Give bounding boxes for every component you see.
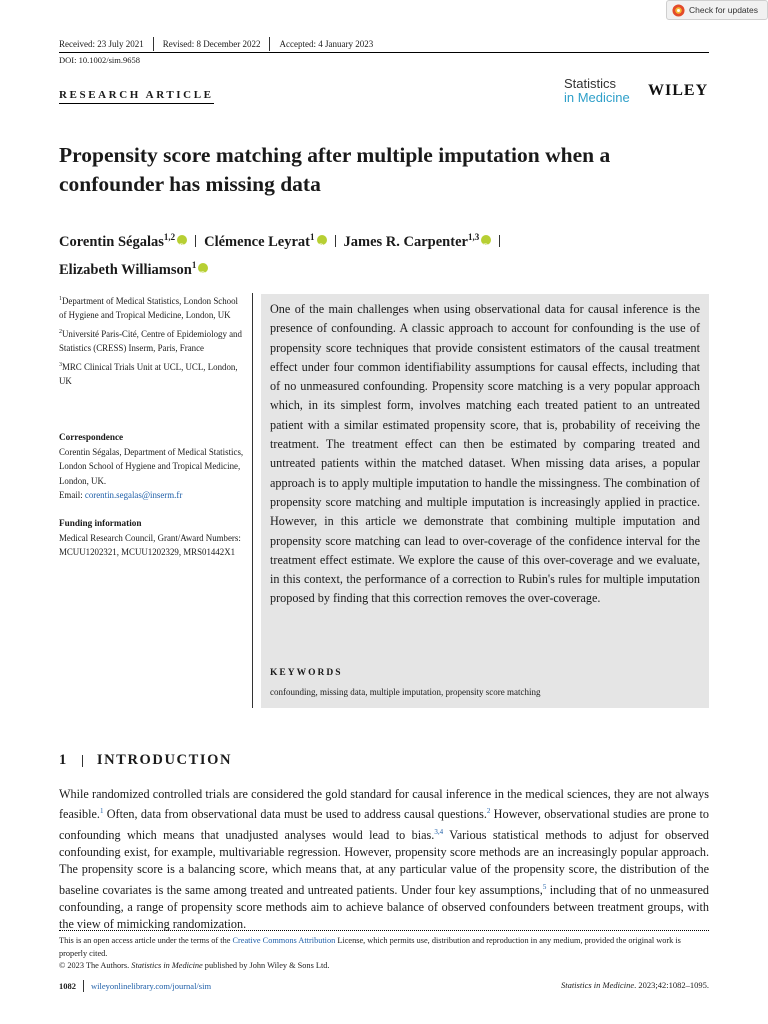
journal-logo-line2: in Medicine <box>564 90 630 105</box>
divider <box>153 37 154 51</box>
correspondence-text: Corentin Ségalas, Department of Medical Statistics, London School of Hygiene and Tropical Medicine, London, UK. <box>59 446 244 486</box>
correspondence-heading: Correspondence <box>59 432 124 442</box>
funding-text: Medical Research Council, Grant/Award Numbers: MCUU1202321, MCUU1202329, MRS01442X1 <box>59 532 241 557</box>
funding <box>59 516 244 560</box>
affiliations <box>59 292 244 389</box>
sidebar-divider <box>252 293 253 708</box>
orcid-icon[interactable] <box>317 235 327 245</box>
divider <box>83 980 84 992</box>
author-list <box>59 226 709 282</box>
citation-info: Statistics in Medicine. 2023;42:1082–1095. <box>560 980 709 990</box>
article-title: Propensity score matching after multiple imputation when a confounder has missing data <box>59 143 611 196</box>
publisher-logo: WILEY <box>648 82 709 99</box>
email-link[interactable]: corentin.segalas@inserm.fr <box>84 490 183 500</box>
citation-link[interactable]: 1 <box>99 807 104 816</box>
divider <box>499 235 500 247</box>
license-link[interactable]: Creative Commons Attribution <box>232 936 336 945</box>
revised-date: Revised: 8 December 2022 <box>162 39 261 49</box>
journal-url-link[interactable]: wileyonlinelibrary.com/journal/sim <box>91 981 212 991</box>
funding-heading: Funding information <box>59 518 142 528</box>
page-footer <box>59 980 211 992</box>
author[interactable]: Elizabeth Williamson$^1$ <box>59 259 197 278</box>
check-for-updates-button[interactable] <box>666 0 768 20</box>
intro-paragraph: While randomized controlled trials are considered the gold standard for causal inference in the medical sciences, they are not always feasible.$^1$ Often, data from observational data must be used to address causal questions.$^2$ However, observational studies are prone to confounding which means that unadjusted analyses would lead to bias.$^{3,4}$ Various statistical methods to adjust for observed confounding exist, for example, multivariable regression. However, propensity score methods are an increasingly popular approach. The propensity score is a balancing score, which means that, at any particular value of the propensity score, the distribution of the baseline covariates is the same among treated and untreated patients. Under four key assumptions,$^5$ including that of no unmeasured confounding, a range of propensity score methods aim to achieve balance of observed confounders between treatment groups, with the view of mimicking randomization. <box>59 787 709 932</box>
article-type: RESEARCH ARTICLE <box>59 89 214 104</box>
article-history <box>59 37 373 51</box>
header-rule <box>59 52 709 53</box>
journal-logo-line1: Statistics <box>564 76 617 91</box>
divider <box>195 235 196 247</box>
received-date: Received: 23 July 2021 <box>59 39 144 49</box>
affiliation: $^1$Department of Medical Statistics, London School of Hygiene and Tropical Medicine, London, UK <box>59 295 238 321</box>
abstract-text: One of the main challenges when using observational data for causal inference is the presence of confounding. A classic approach to account for confounding is the use of propensity score techniques that provide consistent estimators of the causal treatment effect under four common identifiability assumptions for causal effects, including that of no unmeasured confounding. Propensity score matching is a very popular approach which, in its simplest form, involves matching each treated patient to an untreated patient with a similar estimated propensity score, that is, probability of receiving the treatment. The treatment effect can then be estimated by comparing treated and untreated patients within the matched dataset. When missing data arises, a popular approach is to apply multiple imputation to handle the missingness. The combination of propensity score matching and multiple imputation is increasingly applied in practice. However, in this article we demonstrate that combining multiple imputation and propensity score matching can lead to over-coverage of the confidence interval for the treatment effect estimate. We explore the cause of this over-coverage and we evaluate, in this context, the performance of a correction to Rubin's rules for multiple imputation proposed by finding that this correction removes the over-coverage. <box>270 302 700 606</box>
orcid-icon[interactable] <box>481 235 491 245</box>
divider <box>82 755 83 767</box>
affiliation: $^3$MRC Clinical Trials Unit at UCL, UCL, London, UK <box>59 361 238 387</box>
affiliation: $^2$Université Paris-Cité, Centre of Epidemiology and Statistics (CRESS) Inserm, Paris, France <box>59 328 242 354</box>
author[interactable]: Corentin Ségalas$^{1,2}$ <box>59 232 176 250</box>
page-number: 1082 <box>59 981 76 991</box>
orcid-icon[interactable] <box>198 263 208 273</box>
author[interactable]: James R. Carpenter$^{1,3}$ <box>343 232 480 250</box>
orcid-icon[interactable] <box>177 235 187 245</box>
check-updates-label: Check for updates <box>689 5 758 15</box>
journal-logo <box>564 77 630 105</box>
divider <box>335 235 336 247</box>
license-note: This is an open access article under the terms of the Creative Commons Attribution License, which permits use, distribution and reproduction in any medium, provided the original work is properly cited. © 2023 The Authors. Statistics in Medicine published by John Wiley & Sons Ltd. <box>59 936 681 970</box>
citation-link[interactable]: 3,4 <box>434 827 444 836</box>
check-updates-icon <box>672 4 685 17</box>
section-title: INTRODUCTION <box>96 752 233 768</box>
section-heading <box>59 752 232 769</box>
section-number: 1 <box>59 752 68 768</box>
doi[interactable]: DOI: 10.1002/sim.9658 <box>59 55 140 65</box>
keywords: confounding, missing data, multiple imputation, propensity score matching <box>270 687 541 697</box>
accepted-date: Accepted: 4 January 2023 <box>279 39 374 49</box>
author[interactable]: Clémence Leyrat$^1$ <box>204 232 315 250</box>
citation-link[interactable]: 2 <box>486 807 491 816</box>
citation-link[interactable]: 5 <box>542 882 547 891</box>
footer-rule <box>59 930 709 931</box>
correspondence: Correspondence Corentin Ségalas, Department of Medical Statistics, London School of Hygiene and Tropical Medicine, London, UK. Email: corentin.segalas@inserm.fr <box>59 432 244 500</box>
divider <box>269 37 270 51</box>
keywords-heading: KEYWORDS <box>270 668 343 678</box>
